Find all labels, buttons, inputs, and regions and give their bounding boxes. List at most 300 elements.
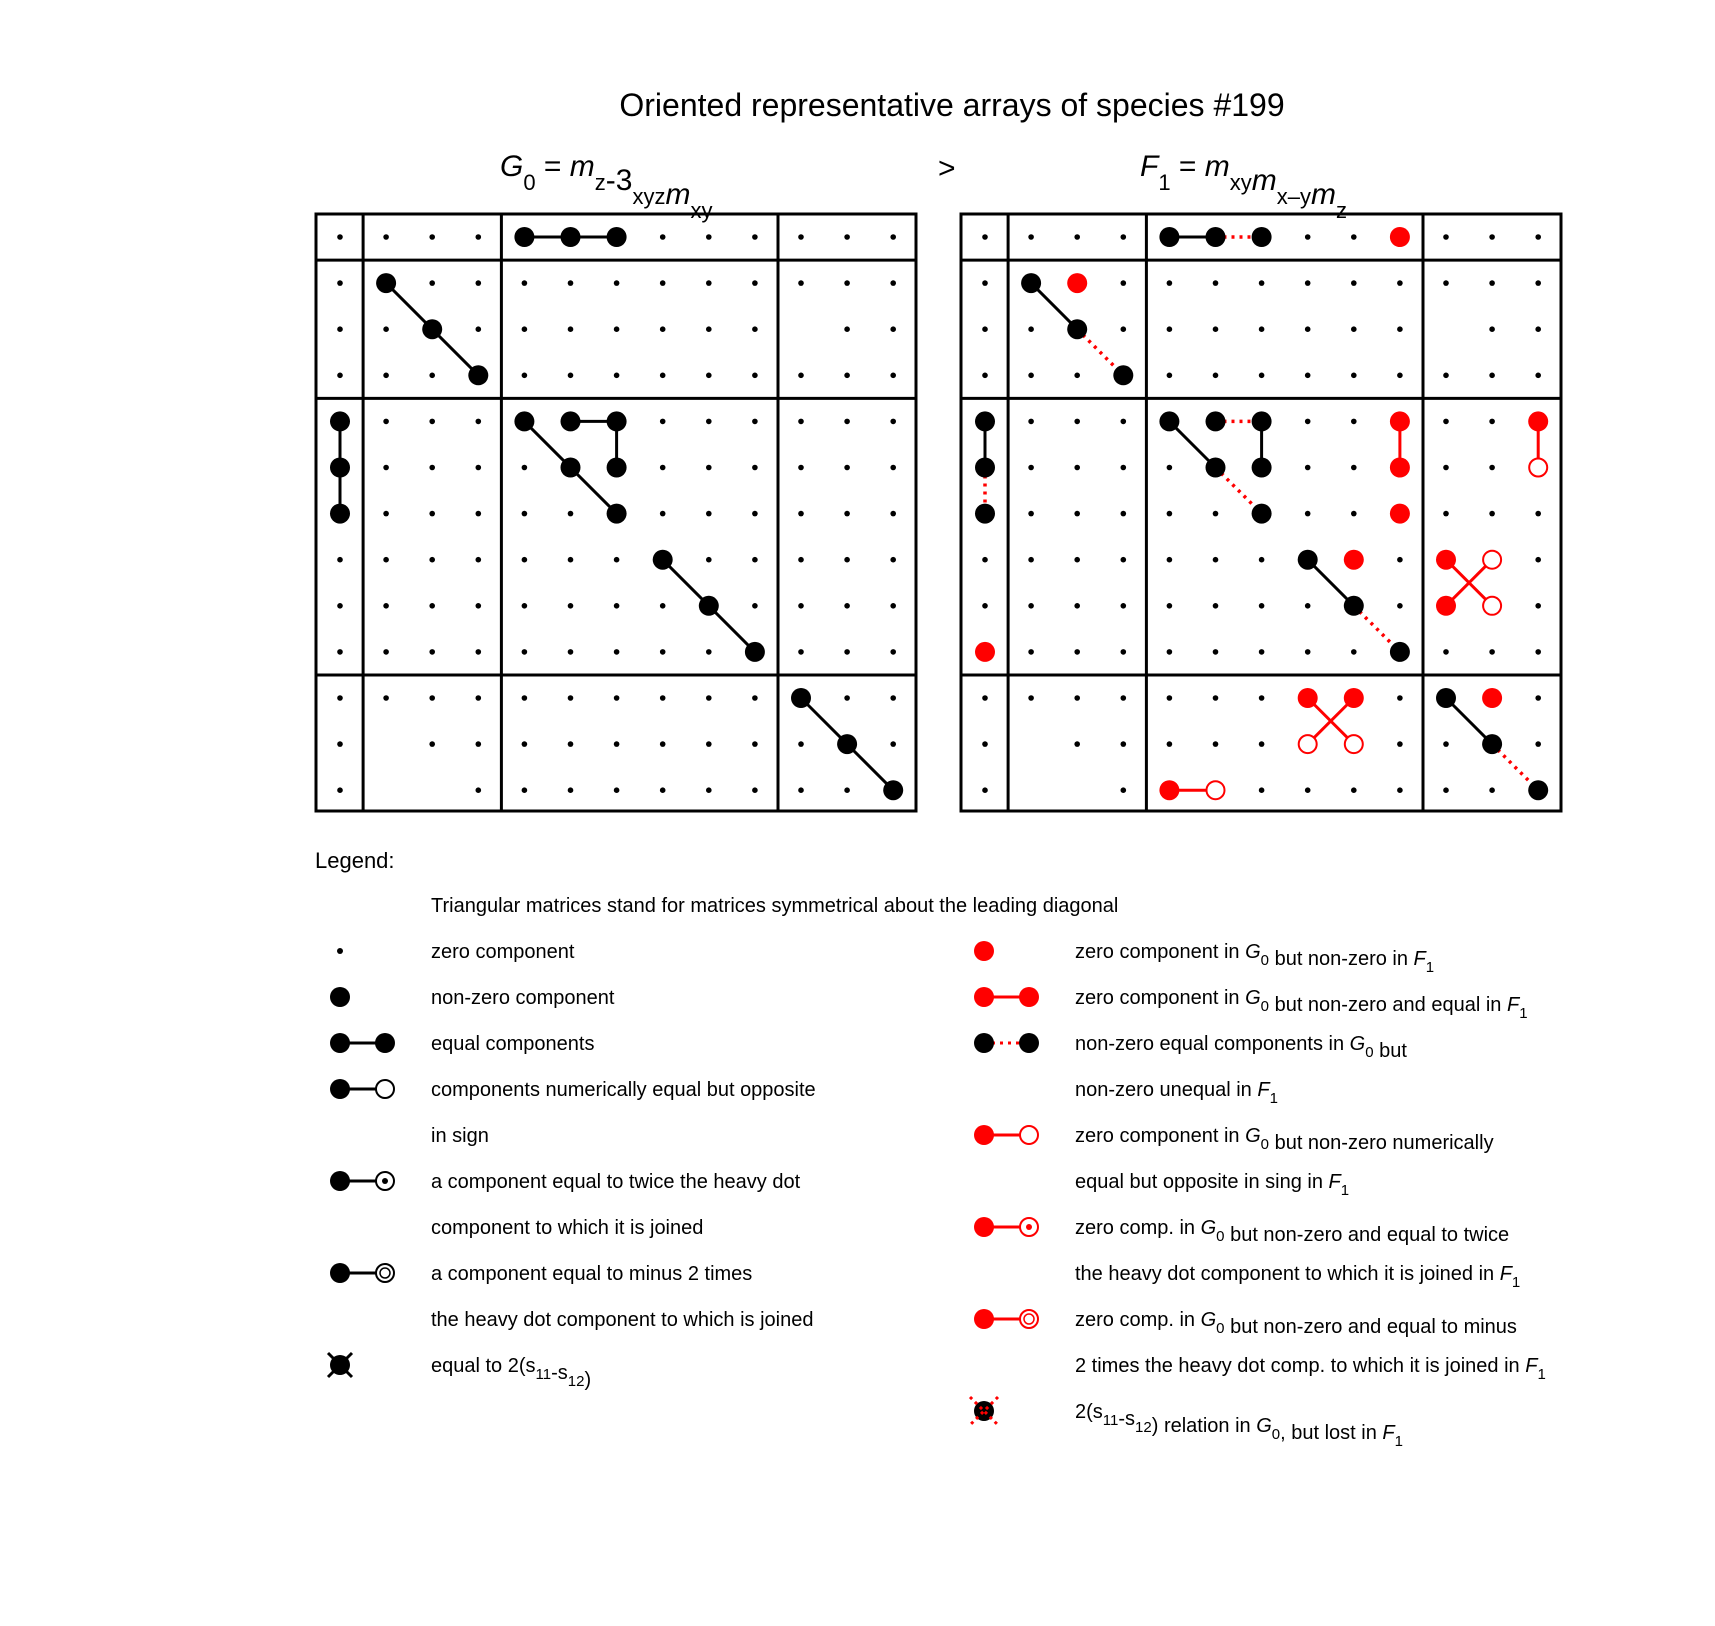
heavy-dot-symbol <box>330 987 350 1007</box>
minus-twice-pair-symbol <box>330 1263 394 1283</box>
left-matrix <box>316 214 916 811</box>
right-zero-dot <box>982 373 988 379</box>
left-zero-dot <box>752 326 758 332</box>
left-zero-dot <box>429 741 435 747</box>
left-zero-dot <box>752 695 758 701</box>
legend-left-item-1-line-0: non-zero component <box>431 987 615 1009</box>
right-zero-dot <box>1028 234 1034 240</box>
right-zero-dot <box>1213 603 1219 609</box>
right-red-dot <box>1390 504 1410 524</box>
right-zero-dot <box>1305 280 1311 286</box>
right-zero-dot <box>1259 603 1265 609</box>
legend-right-item-3-line-1: equal but opposite in sing in $F_1$ <box>1075 1171 1350 1199</box>
left-zero-dot <box>476 511 482 517</box>
right-zero-dot <box>1167 280 1173 286</box>
right-zero-dot <box>1443 373 1449 379</box>
right-heavy-dot <box>1252 458 1272 478</box>
legend-right-item-4-line-0: zero comp. in $G_0$ but non-zero and equal to twice <box>1075 1217 1510 1246</box>
right-zero-dot <box>982 695 988 701</box>
left-zero-dot <box>614 326 620 332</box>
left-zero-dot <box>476 603 482 609</box>
legend-left-item-0-line-0: zero component <box>431 941 575 963</box>
right-zero-dot <box>1121 557 1127 563</box>
left-zero-dot <box>522 787 528 793</box>
left-header-term-2: m <box>665 178 691 211</box>
equal-pair-symbol <box>330 1033 395 1053</box>
right-zero-dot <box>1535 695 1541 701</box>
legend-right-item-6-line-0: $2(s_{11}-s_{12})$ relation in $G_0$, but lost in $F_1$ <box>1075 1401 1403 1450</box>
left-zero-dot <box>660 234 666 240</box>
left-zero-dot <box>337 603 343 609</box>
legend-right-item-5-line-1: 2 times the heavy dot comp. to which it is joined in $F_1$ <box>1075 1355 1546 1383</box>
right-zero-dot <box>1535 649 1541 655</box>
left-zero-dot <box>890 465 896 471</box>
right-zero-dot <box>1074 649 1080 655</box>
left-zero-dot <box>383 603 389 609</box>
left-zero-dot <box>752 603 758 609</box>
left-header-term-sub-1: xyz <box>632 184 666 209</box>
right-zero-dot <box>1213 741 1219 747</box>
left-zero-dot <box>383 511 389 517</box>
comparator: > <box>938 152 956 185</box>
left-zero-dot <box>798 234 804 240</box>
right-zero-dot <box>1213 557 1219 563</box>
right-zero-dot <box>1397 695 1403 701</box>
legend-right-item-4-line-1: the heavy dot component to which it is joined in $F_1$ <box>1075 1263 1521 1291</box>
right-zero-dot <box>1397 557 1403 563</box>
left-zero-dot <box>660 419 666 425</box>
right-zero-dot <box>1121 234 1127 240</box>
legend-left-item-5-line-1: the heavy dot component to which is joined <box>431 1309 814 1331</box>
right-zero-dot <box>1305 373 1311 379</box>
right-zero-dot <box>1074 373 1080 379</box>
right-zero-dot <box>982 557 988 563</box>
left-zero-dot <box>798 419 804 425</box>
right-zero-dot <box>1074 419 1080 425</box>
left-zero-dot <box>568 741 574 747</box>
right-red-dot <box>1298 688 1318 708</box>
left-zero-dot <box>337 695 343 701</box>
legend <box>315 848 1546 1450</box>
right-zero-dot <box>1305 649 1311 655</box>
left-heavy-dot <box>330 504 350 524</box>
right-zero-dot <box>1121 649 1127 655</box>
right-header-term-1: m <box>1251 164 1277 197</box>
left-zero-dot <box>614 649 620 655</box>
left-header-symbol: G <box>500 150 524 183</box>
left-zero-dot <box>429 465 435 471</box>
left-matrix-header <box>500 150 712 223</box>
small-dot-symbol <box>337 948 343 954</box>
right-heavy-dot <box>1159 227 1179 247</box>
left-zero-dot <box>476 326 482 332</box>
left-zero-dot <box>337 373 343 379</box>
crossed-dot-symbol <box>328 1353 352 1377</box>
red-dot-symbol <box>974 941 994 961</box>
left-zero-dot <box>752 741 758 747</box>
left-zero-dot <box>706 373 712 379</box>
left-zero-dot <box>337 557 343 563</box>
left-heavy-dot <box>837 734 857 754</box>
right-zero-dot <box>1028 419 1034 425</box>
legend-left-item-6-line-0: equal to $2(s_{11}-s_{12})$ <box>431 1355 592 1391</box>
left-zero-dot <box>522 326 528 332</box>
right-zero-dot <box>1121 280 1127 286</box>
right-open-red-dot <box>1207 781 1225 799</box>
left-zero-dot <box>798 511 804 517</box>
left-heavy-dot <box>330 411 350 431</box>
right-zero-dot <box>1074 695 1080 701</box>
left-heavy-dot <box>607 227 627 247</box>
left-zero-dot <box>706 787 712 793</box>
right-zero-dot <box>1535 373 1541 379</box>
right-heavy-dot <box>1113 365 1133 385</box>
right-zero-dot <box>1443 465 1449 471</box>
left-zero-dot <box>429 280 435 286</box>
right-zero-dot <box>1351 787 1357 793</box>
left-zero-dot <box>429 557 435 563</box>
left-zero-dot <box>522 373 528 379</box>
left-zero-dot <box>429 511 435 517</box>
right-zero-dot <box>1028 603 1034 609</box>
right-zero-dot <box>1443 419 1449 425</box>
left-heavy-dot <box>561 227 581 247</box>
right-header-symbol: F <box>1140 150 1159 183</box>
legend-right-item-5-line-0: zero comp. in $G_0$ but non-zero and equal to minus <box>1075 1309 1517 1338</box>
right-zero-dot <box>1305 326 1311 332</box>
right-zero-dot <box>1489 234 1495 240</box>
left-heavy-dot <box>653 550 673 570</box>
right-zero-dot <box>1074 234 1080 240</box>
left-zero-dot <box>844 649 850 655</box>
right-open-red-dot <box>1483 597 1501 615</box>
right-zero-dot <box>1074 603 1080 609</box>
right-zero-dot <box>982 787 988 793</box>
right-heavy-dot <box>1252 504 1272 524</box>
left-zero-dot <box>522 741 528 747</box>
right-open-red-dot <box>1529 459 1547 477</box>
left-zero-dot <box>752 511 758 517</box>
left-zero-dot <box>660 741 666 747</box>
red-crossed-dot-symbol <box>970 1397 998 1425</box>
right-open-red-dot <box>1483 551 1501 569</box>
right-red-dot <box>1390 411 1410 431</box>
left-zero-dot <box>429 649 435 655</box>
right-red-dot <box>1482 688 1502 708</box>
left-heavy-dot <box>330 458 350 478</box>
right-heavy-dot <box>1252 411 1272 431</box>
left-zero-dot <box>706 326 712 332</box>
left-zero-dot <box>890 280 896 286</box>
left-zero-dot <box>476 557 482 563</box>
right-red-dot <box>1436 550 1456 570</box>
right-matrix <box>961 214 1561 811</box>
left-zero-dot <box>706 695 712 701</box>
legend-left-item-3-line-1: in sign <box>431 1125 489 1147</box>
left-zero-dot <box>522 465 528 471</box>
left-zero-dot <box>844 280 850 286</box>
legend-left-item-4-line-1: component to which it is joined <box>431 1217 704 1239</box>
left-heavy-dot <box>607 504 627 524</box>
right-zero-dot <box>1259 280 1265 286</box>
left-zero-dot <box>706 280 712 286</box>
left-zero-dot <box>752 234 758 240</box>
red-minus-twice-pair-symbol <box>974 1309 1038 1329</box>
left-zero-dot <box>476 419 482 425</box>
left-zero-dot <box>337 649 343 655</box>
left-header-term-0: m <box>569 150 595 183</box>
left-zero-dot <box>706 511 712 517</box>
right-zero-dot <box>1213 326 1219 332</box>
right-heavy-dot <box>975 504 995 524</box>
right-red-dot <box>1436 596 1456 616</box>
legend-left-column <box>328 941 816 1391</box>
right-header-term-sub-0: xy <box>1229 170 1252 195</box>
left-zero-dot <box>383 465 389 471</box>
right-zero-dot <box>1121 326 1127 332</box>
left-zero-dot <box>890 603 896 609</box>
left-zero-dot <box>568 603 574 609</box>
left-zero-dot <box>522 603 528 609</box>
left-zero-dot <box>476 280 482 286</box>
left-zero-dot <box>568 695 574 701</box>
page-title: Oriented representative arrays of species #199 <box>619 87 1285 123</box>
right-zero-dot <box>1213 649 1219 655</box>
left-zero-dot <box>522 557 528 563</box>
left-zero-dot <box>706 557 712 563</box>
right-zero-dot <box>1121 787 1127 793</box>
right-zero-dot <box>982 234 988 240</box>
right-zero-dot <box>982 741 988 747</box>
right-zero-dot <box>1213 511 1219 517</box>
left-zero-dot <box>568 373 574 379</box>
right-zero-dot <box>1121 741 1127 747</box>
right-zero-dot <box>1535 234 1541 240</box>
right-zero-dot <box>1351 280 1357 286</box>
right-heavy-dot <box>975 458 995 478</box>
right-zero-dot <box>1535 603 1541 609</box>
left-zero-dot <box>383 326 389 332</box>
left-heavy-dot <box>376 273 396 293</box>
right-zero-dot <box>1351 465 1357 471</box>
right-zero-dot <box>1028 695 1034 701</box>
left-zero-dot <box>568 280 574 286</box>
left-zero-dot <box>614 373 620 379</box>
left-zero-dot <box>614 557 620 563</box>
left-zero-dot <box>568 649 574 655</box>
right-zero-dot <box>1535 741 1541 747</box>
right-zero-dot <box>1167 695 1173 701</box>
right-zero-dot <box>1397 373 1403 379</box>
right-zero-dot <box>1489 280 1495 286</box>
right-zero-dot <box>1167 465 1173 471</box>
right-header-subscript: 1 <box>1158 170 1171 195</box>
right-zero-dot <box>1259 326 1265 332</box>
opposite-pair-symbol <box>330 1079 394 1099</box>
right-zero-dot <box>1167 603 1173 609</box>
right-heavy-dot <box>1206 411 1226 431</box>
right-heavy-dot <box>975 411 995 431</box>
left-zero-dot <box>476 695 482 701</box>
right-red-dot <box>1067 273 1087 293</box>
right-zero-dot <box>1489 419 1495 425</box>
left-zero-dot <box>429 373 435 379</box>
left-zero-dot <box>337 234 343 240</box>
right-zero-dot <box>982 603 988 609</box>
left-header-equals: = <box>535 150 570 183</box>
left-zero-dot <box>844 695 850 701</box>
right-zero-dot <box>1074 741 1080 747</box>
twice-pair-symbol <box>330 1171 394 1191</box>
left-header-term-1: -3 <box>605 164 633 197</box>
left-heavy-dot <box>514 227 534 247</box>
right-zero-dot <box>1535 280 1541 286</box>
left-zero-dot <box>476 741 482 747</box>
right-zero-dot <box>1213 695 1219 701</box>
left-zero-dot <box>890 741 896 747</box>
right-zero-dot <box>1397 280 1403 286</box>
right-zero-dot <box>1028 511 1034 517</box>
right-zero-dot <box>1351 234 1357 240</box>
left-zero-dot <box>752 280 758 286</box>
right-zero-dot <box>1305 234 1311 240</box>
right-zero-dot <box>1397 603 1403 609</box>
right-matrix-header <box>1140 150 1347 223</box>
left-zero-dot <box>429 234 435 240</box>
right-zero-dot <box>1305 419 1311 425</box>
left-header-subscript: 0 <box>523 170 536 195</box>
left-zero-dot <box>890 234 896 240</box>
left-zero-dot <box>337 326 343 332</box>
right-heavy-dot <box>1482 734 1502 754</box>
right-zero-dot <box>1535 326 1541 332</box>
left-heavy-dot <box>607 411 627 431</box>
right-zero-dot <box>1167 557 1173 563</box>
right-zero-dot <box>1489 511 1495 517</box>
left-zero-dot <box>752 465 758 471</box>
right-zero-dot <box>1167 373 1173 379</box>
legend-right-item-0-line-0: zero component in $G_0$ but non-zero in $F_1$ <box>1075 941 1435 976</box>
right-heavy-dot <box>1298 550 1318 570</box>
right-zero-dot <box>1121 465 1127 471</box>
right-zero-dot <box>1074 465 1080 471</box>
right-zero-dot <box>1259 695 1265 701</box>
red-twice-pair-symbol <box>974 1217 1038 1237</box>
left-zero-dot <box>476 787 482 793</box>
right-zero-dot <box>1443 234 1449 240</box>
left-zero-dot <box>890 649 896 655</box>
left-zero-dot <box>706 741 712 747</box>
right-header-term-sub-2: z <box>1336 198 1348 223</box>
right-header-term-0: m <box>1204 150 1230 183</box>
right-zero-dot <box>1397 787 1403 793</box>
left-zero-dot <box>476 649 482 655</box>
right-zero-dot <box>1489 649 1495 655</box>
right-zero-dot <box>1489 326 1495 332</box>
left-zero-dot <box>522 280 528 286</box>
left-zero-dot <box>844 511 850 517</box>
legend-right-column <box>970 941 1546 1450</box>
right-heavy-dot <box>1436 688 1456 708</box>
legend-left-item-4-line-0: a component equal to twice the heavy dot <box>431 1171 801 1193</box>
right-zero-dot <box>1351 511 1357 517</box>
left-zero-dot <box>614 695 620 701</box>
right-zero-dot <box>1121 419 1127 425</box>
right-zero-dot <box>982 280 988 286</box>
left-zero-dot <box>660 695 666 701</box>
right-zero-dot <box>1074 511 1080 517</box>
left-zero-dot <box>476 465 482 471</box>
right-open-red-dot <box>1299 735 1317 753</box>
legend-left-item-2-line-0: equal components <box>431 1033 595 1055</box>
left-heavy-dot <box>422 319 442 339</box>
right-zero-dot <box>1167 649 1173 655</box>
right-zero-dot <box>1259 741 1265 747</box>
right-zero-dot <box>1121 695 1127 701</box>
right-heavy-dot <box>1206 458 1226 478</box>
left-zero-dot <box>383 695 389 701</box>
left-header-term-sub-0: z <box>594 170 606 195</box>
left-zero-dot <box>844 603 850 609</box>
left-zero-dot <box>522 695 528 701</box>
left-zero-dot <box>429 419 435 425</box>
right-heavy-dot <box>1390 642 1410 662</box>
left-zero-dot <box>568 511 574 517</box>
left-zero-dot <box>890 695 896 701</box>
right-red-dot <box>1390 227 1410 247</box>
right-zero-dot <box>1305 511 1311 517</box>
right-zero-dot <box>1305 465 1311 471</box>
right-zero-dot <box>1443 649 1449 655</box>
right-zero-dot <box>1121 603 1127 609</box>
right-heavy-dot <box>1252 227 1272 247</box>
right-zero-dot <box>1121 511 1127 517</box>
right-red-dot <box>1344 550 1364 570</box>
black-dotted-pair-symbol <box>974 1033 1039 1053</box>
right-zero-dot <box>1535 511 1541 517</box>
right-zero-dot <box>1074 557 1080 563</box>
left-zero-dot <box>752 419 758 425</box>
right-zero-dot <box>1443 511 1449 517</box>
left-zero-dot <box>844 326 850 332</box>
left-zero-dot <box>798 787 804 793</box>
right-zero-dot <box>1167 326 1173 332</box>
left-zero-dot <box>522 649 528 655</box>
left-zero-dot <box>568 787 574 793</box>
left-zero-dot <box>844 787 850 793</box>
left-zero-dot <box>383 234 389 240</box>
left-zero-dot <box>476 234 482 240</box>
left-zero-dot <box>890 419 896 425</box>
left-zero-dot <box>706 649 712 655</box>
left-zero-dot <box>383 373 389 379</box>
right-zero-dot <box>1028 557 1034 563</box>
left-zero-dot <box>890 326 896 332</box>
right-zero-dot <box>1397 741 1403 747</box>
left-zero-dot <box>752 787 758 793</box>
right-red-dot <box>975 642 995 662</box>
right-zero-dot <box>1351 649 1357 655</box>
left-heavy-dot <box>468 365 488 385</box>
left-zero-dot <box>752 373 758 379</box>
right-zero-dot <box>1443 280 1449 286</box>
left-zero-dot <box>383 649 389 655</box>
right-open-red-dot <box>1345 735 1363 753</box>
right-zero-dot <box>1259 373 1265 379</box>
right-zero-dot <box>1397 326 1403 332</box>
right-zero-dot <box>1028 326 1034 332</box>
left-zero-dot <box>706 234 712 240</box>
